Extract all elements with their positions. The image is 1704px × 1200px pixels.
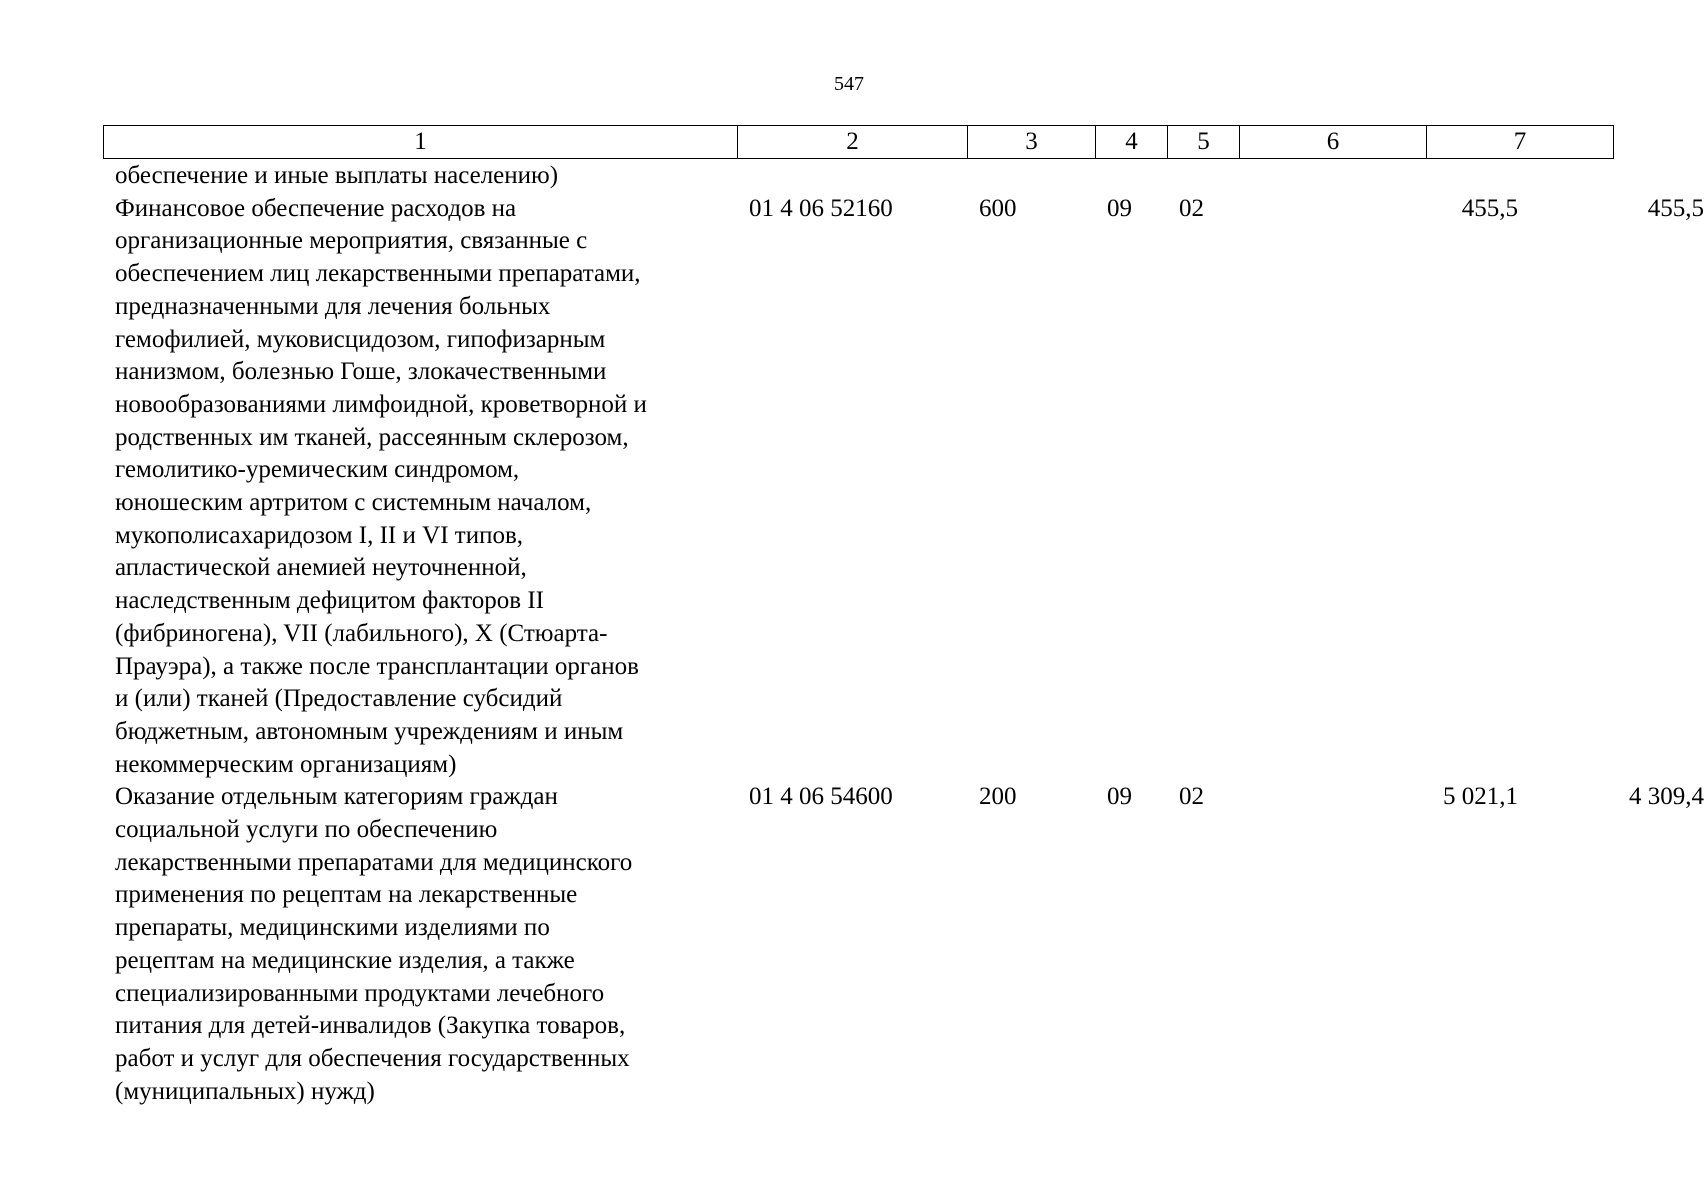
row-code: 01 4 06 52160 — [749, 194, 893, 222]
row-col6: 455,5 — [1461, 194, 1518, 222]
column-header-5: 5 — [1168, 126, 1240, 159]
row-description: Оказание отдельным категориям граждан социальной услуги по обеспечению лекарственными препаратами для медицинского применения по рецептам на лекарственные препараты, медицинскими изделиями по рецептам на медицинские изделия, а также специализированными продуктами лечебного питания для детей-инвалидов (Закупка товаров, работ и услуг для обеспечения государственных (муниципальных) нужд) — [115, 783, 633, 1105]
continuation-text: обеспечение и иные выплаты населению) — [115, 162, 559, 189]
row-col5: 02 — [1179, 783, 1204, 811]
row-col4: 09 — [1107, 783, 1132, 811]
column-header-1: 1 — [104, 126, 738, 159]
table-row — [103, 781, 1704, 1108]
table-row — [103, 193, 1704, 782]
column-header-table — [103, 125, 1614, 159]
column-header-6: 6 — [1240, 126, 1427, 159]
column-header-3: 3 — [968, 126, 1096, 159]
row-description: Финансовое обеспечение расходов на организационные мероприятия, связанные с обеспечением лиц лекарственными препаратами, предназначенными для лечения больных гемофилией, муковисцидозом, гипофизарным нанизмом, болезнью Гоше, злокачественными новообразованиями лимфоидной, кроветворной и родственных им тканей, рассеянным склерозом, гемолитико-уремическим синдромом, юношеским артритом с системным началом, мукополисахаридозом I, II и VI типов, апластической анемией неуточненной, наследственным дефицитом факторов II (фибриногена), VII (лабильного), X (Стюарта- Прауэра), а также после трансплантации органов и (или) тканей (Предоставление субсидий бюджетным, автономным учреждениям и иным некоммерческим организациям) — [115, 194, 647, 778]
table-body — [103, 160, 1704, 1108]
column-header-row — [104, 126, 1614, 159]
row-col3: 200 — [979, 783, 1017, 811]
column-header-2: 2 — [738, 126, 968, 159]
row-col7: 455,5 — [1647, 194, 1704, 222]
row-col4: 09 — [1107, 194, 1132, 222]
page-number: 547 — [834, 73, 864, 95]
row-col3: 600 — [979, 194, 1017, 222]
column-header-4: 4 — [1096, 126, 1168, 159]
row-col5: 02 — [1179, 194, 1204, 222]
continuation-row — [103, 160, 1615, 193]
column-header-7: 7 — [1427, 126, 1614, 159]
row-code: 01 4 06 54600 — [749, 783, 893, 811]
row-col6: 5 021,1 — [1443, 783, 1518, 811]
row-col7: 4 309,4 — [1629, 783, 1704, 811]
